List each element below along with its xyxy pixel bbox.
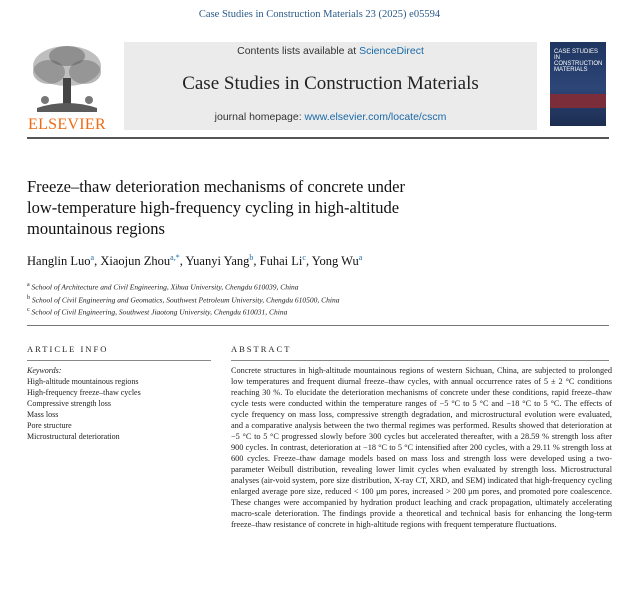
article-title-line: Freeze–thaw deterioration mechanisms of concrete under <box>27 177 405 196</box>
author-separator: , <box>179 254 186 269</box>
affiliation-text: School of Architecture and Civil Engineering, Xihua University, Chengdu 610039, China <box>31 282 299 292</box>
homepage-prefix: journal homepage: <box>214 111 305 123</box>
journal-cover-thumbnail[interactable] <box>550 42 606 126</box>
affiliation-item <box>27 293 339 306</box>
keyword-item: High-altitude mountainous regions <box>27 377 139 386</box>
author-name[interactable]: Xiaojun Zhou <box>100 254 171 269</box>
keyword-item: Microstructural deterioration <box>27 432 120 441</box>
author-affiliation-marker[interactable]: a <box>358 253 363 262</box>
cover-title: CASE STUDIES IN CONSTRUCTION MATERIALS <box>554 49 603 73</box>
author-name[interactable]: Yuanyi Yang <box>185 254 250 269</box>
contents-prefix: Contents lists available at <box>237 45 360 57</box>
homepage-line <box>124 111 537 123</box>
affiliation-item <box>27 305 339 318</box>
keyword-item: Compressive strength loss <box>27 399 111 408</box>
abstract-divider <box>231 360 609 361</box>
author-affiliation-marker[interactable]: a <box>90 253 95 262</box>
author-separator: , <box>94 254 101 269</box>
author-name[interactable]: Fuhai Li <box>259 254 303 269</box>
journal-homepage-link[interactable]: www.elsevier.com/locate/cscm <box>304 111 447 123</box>
article-info-divider <box>27 360 211 361</box>
article-title-line: mountainous regions <box>27 219 165 238</box>
elsevier-tree-icon <box>27 42 107 114</box>
journal-title: Case Studies in Construction Materials <box>182 73 479 94</box>
keyword-item: High-frequency freeze–thaw cycles <box>27 388 141 397</box>
keyword-list <box>27 365 141 442</box>
author-name[interactable]: Hanglin Luo <box>27 254 91 269</box>
article-title <box>27 176 547 239</box>
journal-masthead <box>124 42 537 130</box>
header-divider <box>27 137 609 139</box>
affiliation-marker: a <box>27 282 30 288</box>
author-affiliation-marker[interactable]: b <box>249 253 254 262</box>
author-affiliation-marker[interactable]: a,* <box>170 253 180 262</box>
sciencedirect-link[interactable]: ScienceDirect <box>359 45 424 57</box>
author-affiliation-marker[interactable]: c <box>302 253 306 262</box>
affiliation-text: School of Civil Engineering, Southwest Jiaotong University, Chengdu 610031, China <box>31 307 288 317</box>
keyword-item: Pore structure <box>27 421 72 430</box>
affiliation-list <box>27 280 339 318</box>
affiliation-marker: c <box>27 307 30 313</box>
section-divider <box>27 325 609 326</box>
article-info-heading: ARTICLE INFO <box>27 344 109 354</box>
abstract-text: Concrete structures in high-altitude mountainous regions of western Sichuan, China, are subjected to prolonged low temperatures and frequent diurnal freeze–thaw cycles, with annual occurrence rates of 5 ± 2 °C conditions reaching 30 %. To elucidate the deterioration mechanisms of concrete under these conditions, rapid freeze–thaw cycle tests were conducted within the temperature ranges of −5 °C to 5 °C and −18 °C to 5 °C. The effects of cycle frequency on mass loss, compressive strength degradation, and microstructural evolution were evaluated, and a comparative analysis between the two thermal regimes was performed. Results showed that deterioration at −5 °C to 5 °C progressed slowly before 300 cycles but accelerated thereafter, with a 28.59 % strength loss after 900 cycles. In contrast, deterioration at −18 °C to 5 °C intensified after 200 cycles, with a 29.11 % strength loss at 600 cycles. Freeze–thaw damage models based on mass loss and strength loss were developed using a two-parameter Weibull distribution, revealing lower limit cycles when evaluated by strength loss. Microstructural analyses (air-void system, pore size distribution, X-ray CT, XRD, and SEM) indicated that high-frequency cycling enlarged average pore size, reduced < 100 μm pores, increased > 200 μm pores, and promoted pore coalescence. These changes were accompanied by hydration product leaching and crack propagation, ultimately accelerating macro-scale deterioration. The findings provide a theoretical and technical basis for enhancing the long-term freeze–thaw resistance of concrete in high-altitude regions with frequent temperature fluctuations. <box>231 366 612 529</box>
affiliation-text: School of Civil Engineering and Geomatics, Southwest Petroleum University, Chengdu 610500, China <box>31 295 340 304</box>
author-name[interactable]: Yong Wu <box>311 254 359 269</box>
contents-line <box>124 45 537 57</box>
keyword-item: Mass loss <box>27 410 59 419</box>
affiliation-marker: b <box>27 294 30 301</box>
keywords-label: Keywords: <box>27 366 62 375</box>
author-list <box>27 253 362 269</box>
abstract-heading: ABSTRACT <box>231 344 292 354</box>
article-title-line: low-temperature high-frequency cycling in high-altitude <box>27 198 400 217</box>
author-separator: , <box>305 254 312 269</box>
affiliation-item <box>27 280 339 293</box>
journal-citation[interactable]: Case Studies in Construction Materials 23 (2025) e05594 <box>198 9 441 20</box>
author-separator: , <box>253 254 260 269</box>
elsevier-wordmark: ELSEVIER <box>28 116 106 133</box>
cover-image-band <box>550 94 606 108</box>
elsevier-logo[interactable] <box>27 42 107 132</box>
